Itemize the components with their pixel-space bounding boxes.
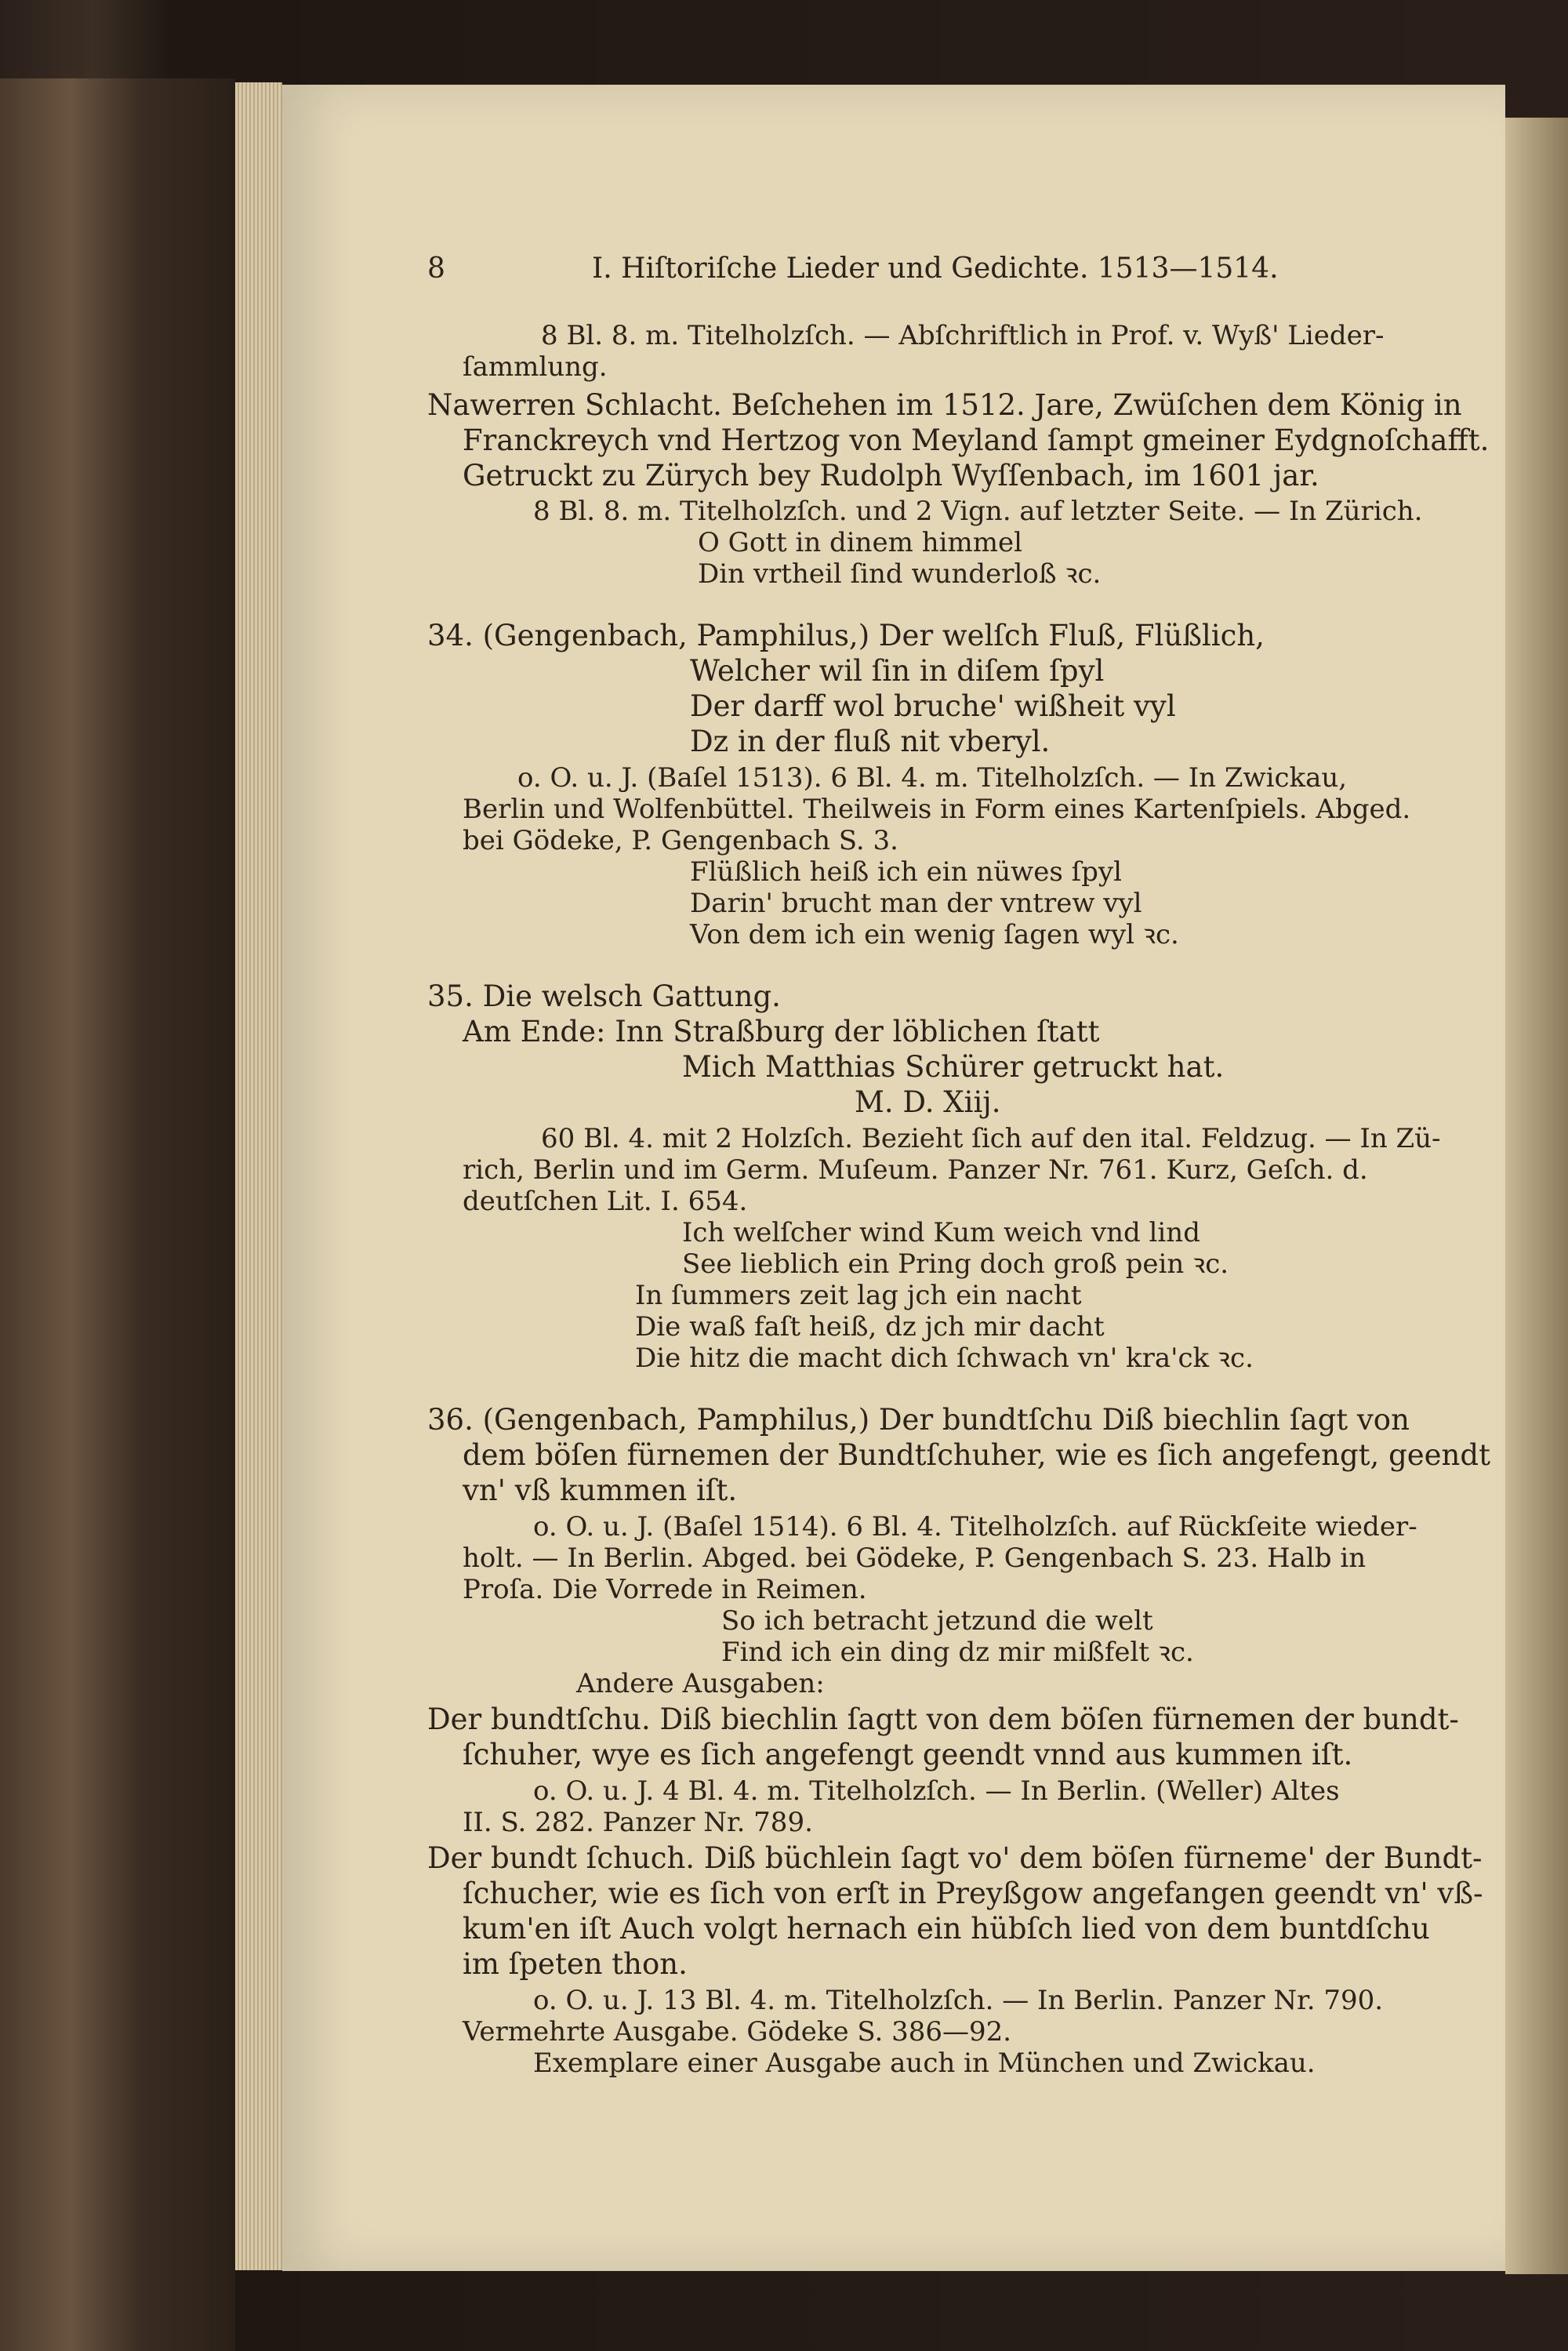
book-spine	[0, 78, 235, 2351]
text-line: Von dem ich ein wenig ſagen wyl ꝛc.	[690, 919, 1179, 950]
text-line: o. O. u. J. (Baſel 1513). 6 Bl. 4. m. Titelholzſch. — In Zwickau,	[517, 762, 1348, 794]
text-line: 35. Die welsch Gattung.	[427, 979, 781, 1013]
running-head: I. Hiſtoriſche Lieder und Gedichte. 1513—1514.	[592, 253, 1279, 285]
text-line: ſammlung.	[463, 351, 608, 383]
text-line: o. O. u. J. 4 Bl. 4. m. Titelholzſch. — In Berlin. (Weller) Altes	[533, 1775, 1340, 1807]
text-line: Dz in der fluß nit vberyl.	[690, 725, 1051, 758]
text-line: ſchuher, wye es ſich angefengt geendt vnnd aus kummen iſt.	[463, 1738, 1353, 1771]
text-line: Nawerren Schlacht. Beſchehen im 1512. Jare, Zwüſchen dem König in	[427, 388, 1462, 422]
text-line: Mich Matthias Schürer getruckt hat.	[682, 1050, 1225, 1084]
facing-page-edge	[1505, 118, 1568, 2274]
text-line: Exemplare einer Ausgabe auch in München und Zwickau.	[533, 2048, 1316, 2079]
text-line: 8 Bl. 8. m. Titelholzſch. und 2 Vign. auf letzter Seite. — In Zürich.	[533, 496, 1423, 527]
text-line: 60 Bl. 4. mit 2 Holzſch. Bezieht ſich auf den ital. Feldzug. — In Zü-	[541, 1123, 1441, 1154]
text-line: So ich betracht jetzund die welt	[721, 1605, 1153, 1637]
text-line: 34. (Gengenbach, Pamphilus,) Der welſch Fluß, Flüßlich,	[427, 619, 1265, 652]
text-line: Andere Ausgaben:	[576, 1668, 825, 1699]
page-edges	[235, 82, 282, 2270]
text-line: Vermehrte Ausgabe. Gödeke S. 386—92.	[463, 2016, 1012, 2048]
page-number: 8	[427, 253, 445, 285]
text-line: See lieblich ein Pring doch groß pein ꝛc.	[682, 1248, 1229, 1280]
text-line: Der darff wol bruche' wißheit vyl	[690, 689, 1176, 723]
text-line: rich, Berlin und im Germ. Muſeum. Panzer Nr. 761. Kurz, Geſch. d.	[463, 1154, 1368, 1186]
text-line: Die waß faſt heiß, dz jch mir dacht	[635, 1311, 1105, 1343]
text-line: ſchucher, wie es ſich von erſt in Preyßgow angefangen geendt vn' vß-	[463, 1877, 1483, 1910]
text-line: 8 Bl. 8. m. Titelholzſch. — Abſchriftlich in Prof. v. Wyß' Lieder-	[541, 320, 1385, 351]
text-line: deutſchen Lit. I. 654.	[463, 1186, 748, 1217]
text-line: kum'en iſt Auch volgt hernach ein hübſch lied von dem buntdſchu	[463, 1912, 1430, 1946]
text-line: dem böſen fürnemen der Bundtſchuher, wie es ſich angefengt, geendt	[463, 1438, 1490, 1472]
text-line: Din vrtheil ſind wunderloß ꝛc.	[698, 558, 1102, 590]
text-line: Find ich ein ding dz mir mißfelt ꝛc.	[721, 1637, 1194, 1668]
text-line: holt. — In Berlin. Abged. bei Gödeke, P. Gengenbach S. 23. Halb in	[463, 1543, 1367, 1574]
text-line: Ich welſcher wind Kum weich vnd lind	[682, 1217, 1200, 1248]
text-line: Darin' brucht man der vntrew vyl	[690, 888, 1142, 919]
text-line: O Gott in dinem himmel	[698, 527, 1022, 558]
text-line: vn' vß kummen iſt.	[463, 1473, 738, 1507]
text-line: bei Gödeke, P. Gengenbach S. 3.	[463, 825, 898, 856]
text-line: Am Ende: Inn Straßburg der löblichen ſtatt	[463, 1015, 1100, 1048]
text-line: Die hitz die macht dich ſchwach vn' kra'ck ꝛc.	[635, 1343, 1254, 1374]
text-line: M. D. Xiij.	[855, 1085, 1001, 1119]
text-line: Welcher wil ſin in diſem ſpyl	[690, 654, 1105, 688]
text-line: Getruckt zu Zürych bey Rudolph Wyſſenbach, im 1601 jar.	[463, 459, 1319, 492]
text-line: In ſummers zeit lag jch ein nacht	[635, 1280, 1082, 1311]
text-line: 36. (Gengenbach, Pamphilus,) Der bundtſchu Diß biechlin ſagt von	[427, 1403, 1410, 1437]
text-line: II. S. 282. Panzer Nr. 789.	[463, 1807, 813, 1838]
text-line: o. O. u. J. 13 Bl. 4. m. Titelholzſch. — In Berlin. Panzer Nr. 790.	[533, 1985, 1384, 2016]
text-line: Der bundtſchu. Diß biechlin ſagtt von dem böſen fürnemen der bundt-	[427, 1702, 1459, 1736]
text-line: Franckreych vnd Hertzog von Meyland ſampt gmeiner Eydgnoſchafft.	[463, 423, 1490, 457]
text-line: im ſpeten thon.	[463, 1947, 688, 1981]
text-line: Proſa. Die Vorrede in Reimen.	[463, 1574, 867, 1605]
text-line: Der bundt ſchuch. Diß büchlein ſagt vo' dem böſen fürneme' der Bundt-	[427, 1841, 1483, 1875]
text-line: Flüßlich heiß ich ein nüwes ſpyl	[690, 856, 1123, 888]
text-line: o. O. u. J. (Baſel 1514). 6 Bl. 4. Titelholzſch. auf Rückſeite wieder-	[533, 1511, 1417, 1543]
text-line: Berlin und Wolfenbüttel. Theilweis in Form eines Kartenſpiels. Abged.	[463, 794, 1411, 825]
